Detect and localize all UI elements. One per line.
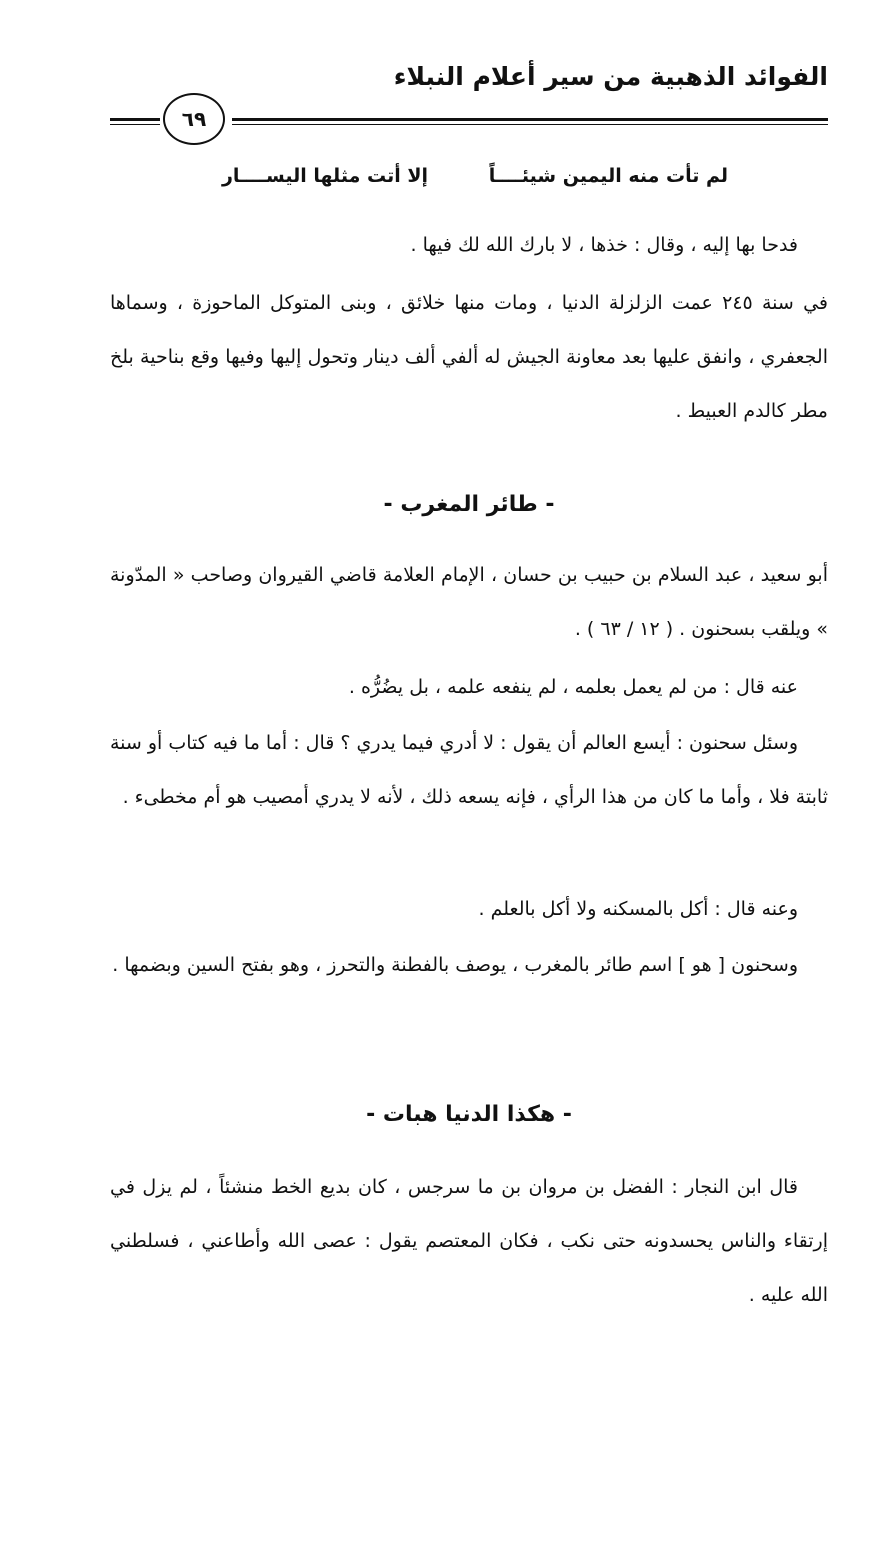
paragraph: عنه قال : من لم يعمل بعلمه ، لم ينفعه علمه ، بل يضُرُّه . — [348, 676, 798, 698]
paragraph: قال ابن النجار : الفضل بن مروان بن ما سرجس ، كان بديع الخط منشئاً ، لم يزل في إرتقاء والناس يحسدونه حتى نكب ، فكان المعتصم يقول : عصى الله وأطاعني ، فسلطني الله عليه . — [110, 1176, 828, 1306]
paragraph: وسئل سحنون : أيسع العالم أن يقول : لا أدري فيما يدري ؟ قال : أما ما فيه كتاب أو سنة ثابتة فلا ، وأما ما كان من هذا الرأي ، فإنه يسعه ذلك ، لأنه لا يدري أمصيب هو أم مخطىء . — [110, 732, 828, 808]
verse-first-hemistich: لم تأت منه اليمين شيئــــاً — [488, 165, 728, 187]
poetry-verse — [110, 165, 828, 201]
section-heading: - طائر المغرب - — [383, 492, 555, 517]
header-rule — [232, 124, 828, 125]
paragraph: أبو سعيد ، عبد السلام بن حبيب بن حسان ، الإمام العلامة قاضي القيروان وصاحب « المدّونة » ويلقب بسحنون . ( ١٢ / ٦٣ ) . — [110, 564, 828, 640]
header-rule — [110, 124, 160, 125]
verse-second-hemistich: إلا أتت مثلها اليســــار — [221, 165, 428, 187]
page-number-badge: ٦٩ — [163, 93, 225, 145]
header-rule — [110, 118, 160, 121]
paragraph: فدحا بها إليه ، وقال : خذها ، لا بارك الله لك فيها . — [410, 234, 798, 256]
paragraph: في سنة ٢٤٥ عمت الزلزلة الدنيا ، ومات منها خلائق ، وبنى المتوكل الماحوزة ، وسماها الجعفري ، وانفق عليها بعد معاونة الجيش له ألفي ألف دينار وتحول إليها وفيها وقع بناحية بلخ مطر كالدم العبيط . — [110, 292, 828, 422]
paragraph: وسحنون [ هو ] اسم طائر بالمغرب ، يوصف بالفطنة والتحرز ، وهو بفتح السين وبضمها . — [112, 954, 798, 976]
paragraph: وعنه قال : أكل بالمسكنه ولا أكل بالعلم . — [478, 898, 798, 920]
header-rule — [232, 118, 828, 121]
section-heading: - هكذا الدنيا هبات - — [366, 1102, 572, 1127]
running-header-title: الفوائد الذهبية من سير أعلام النبلاء — [393, 62, 828, 91]
